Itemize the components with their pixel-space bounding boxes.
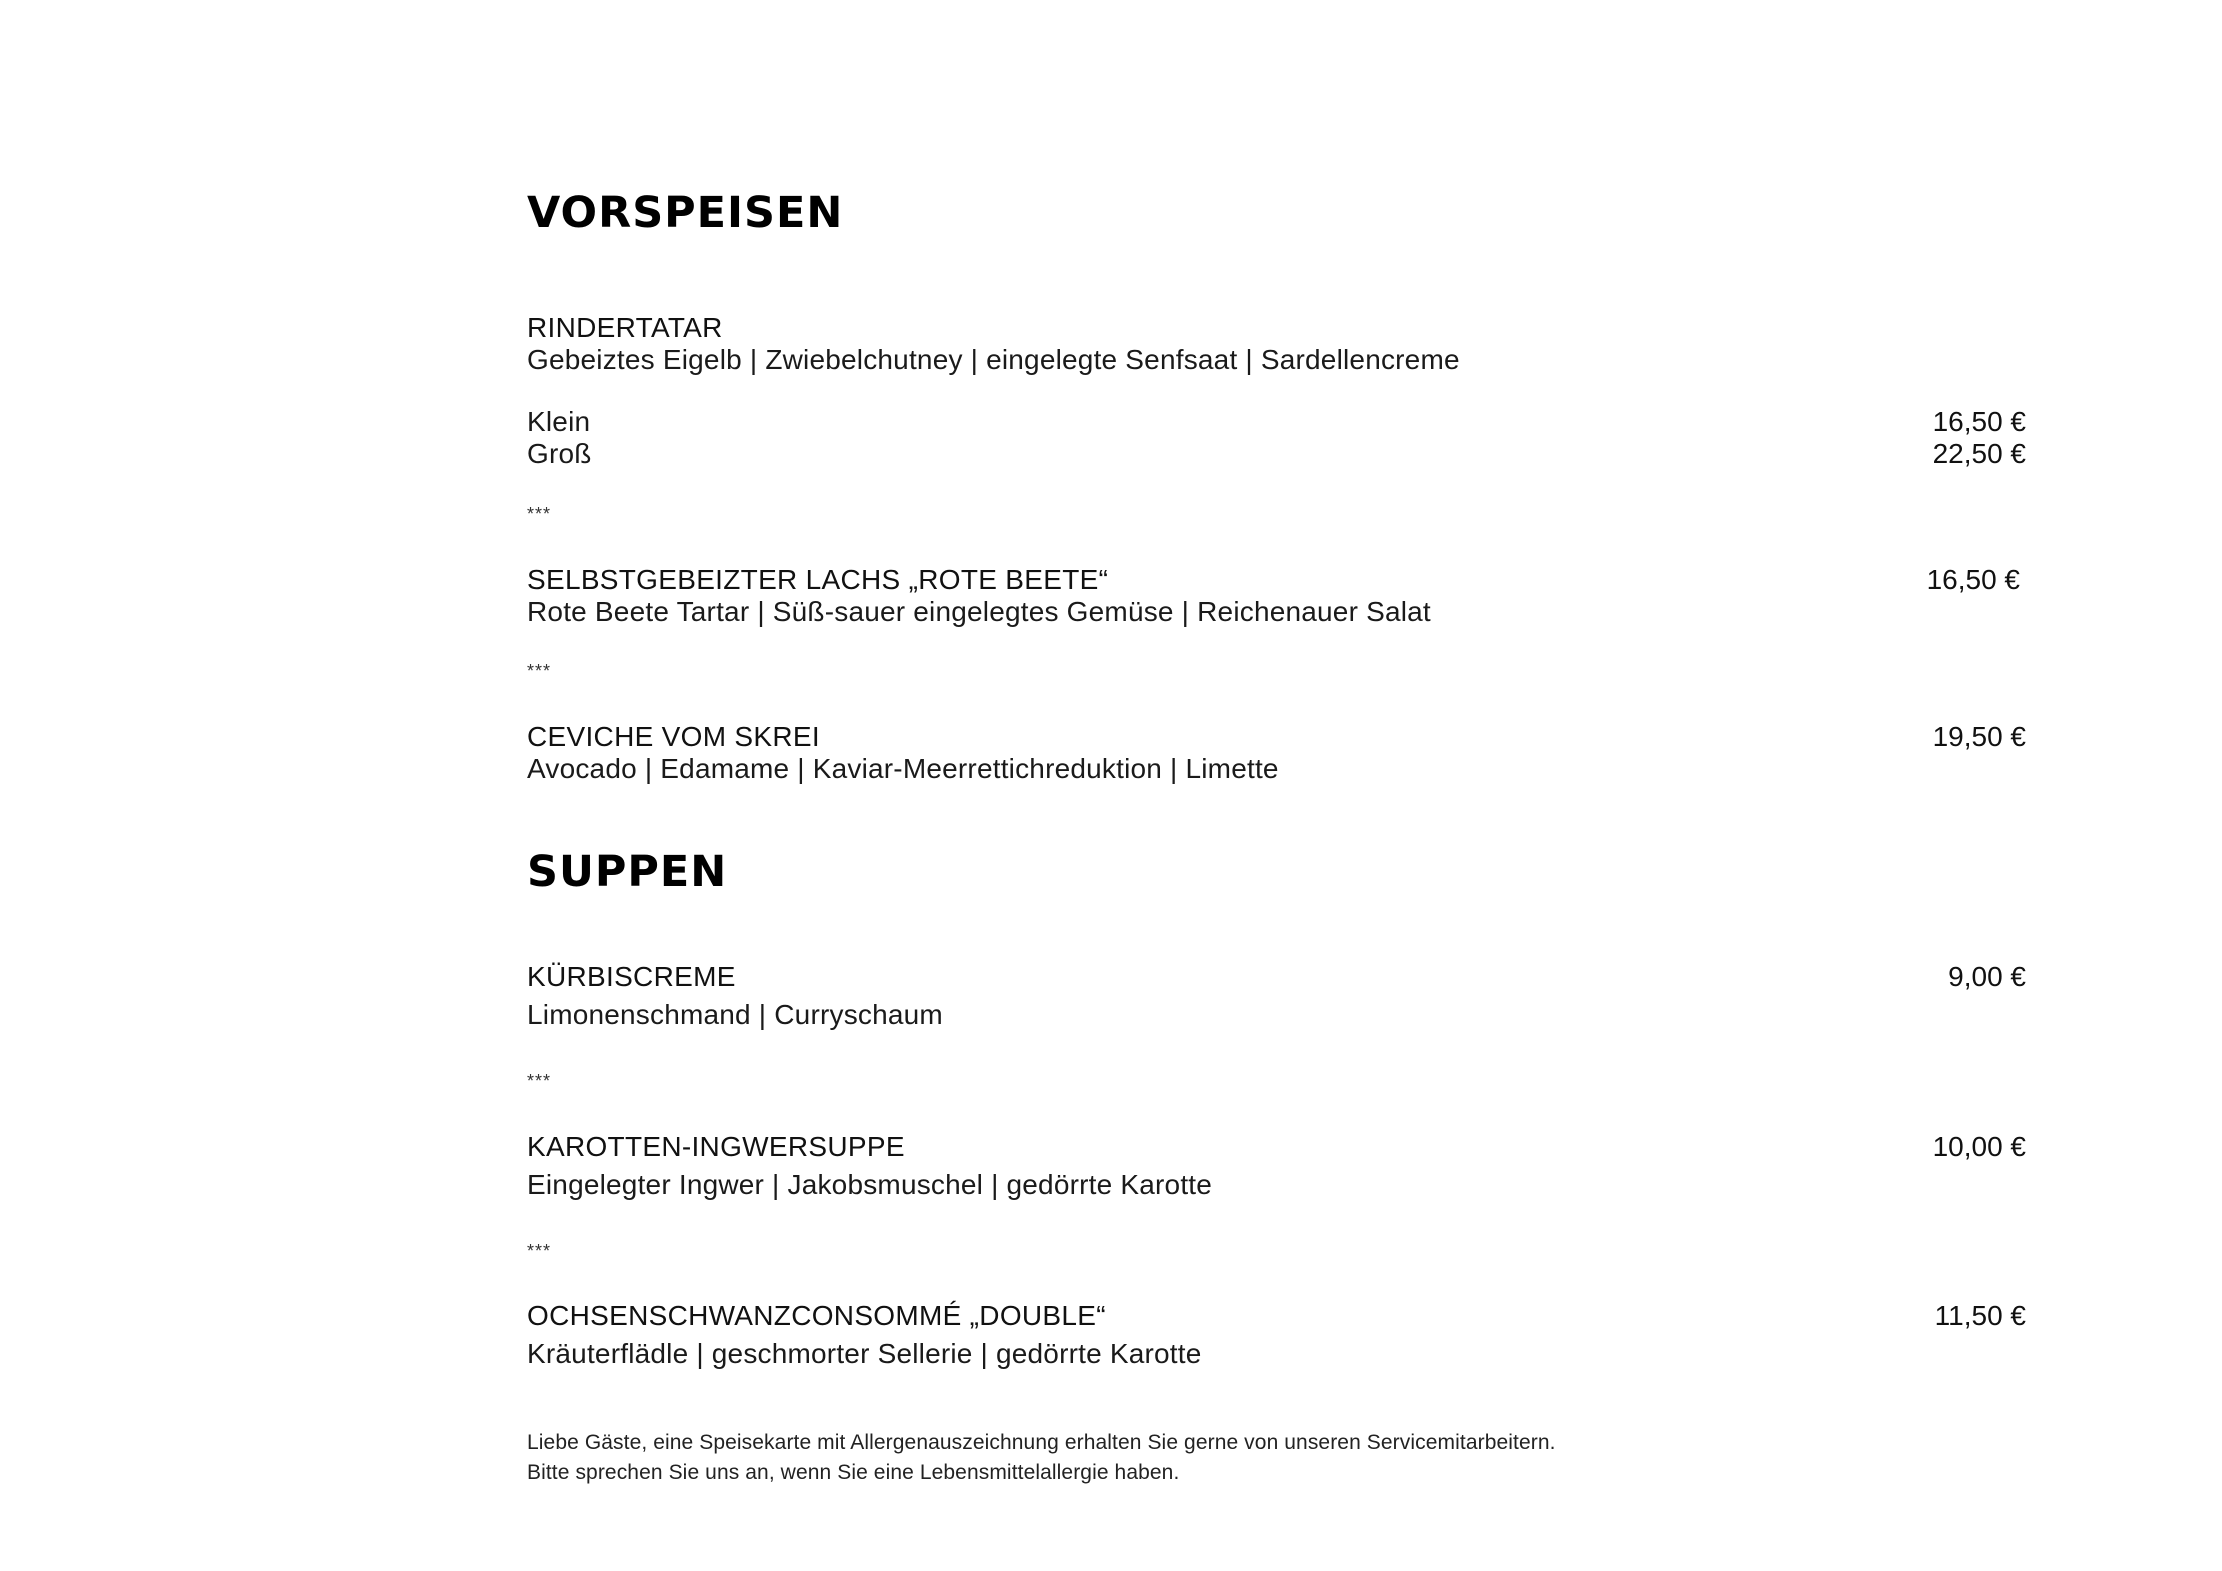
separator: *** [527, 1071, 552, 1091]
section-heading-vorspeisen: VORSPEISEN [527, 188, 844, 238]
separator: *** [527, 504, 552, 524]
item-desc-kuerbiscreme: Limonenschmand | Curryschaum [527, 999, 943, 1030]
item-desc-ochsenschwanzconsomme: Kräuterflädle | geschmorter Sellerie | gedörrte Karotte [527, 1338, 1202, 1369]
separator: *** [527, 1241, 552, 1261]
item-name-rindertatar: RINDERTATAR [527, 312, 723, 343]
variant-label-gross: Groß [527, 438, 592, 469]
item-desc-karotten-ingwersuppe: Eingelegter Ingwer | Jakobsmuschel | gedörrte Karotte [527, 1169, 1213, 1200]
section-heading-suppen: SUPPEN [527, 847, 728, 897]
item-price-ochsenschwanzconsomme: 11,50 € [1934, 1300, 2026, 1331]
allergen-note-line1: Liebe Gäste, eine Speisekarte mit Allergenauszeichnung erhalten Sie gerne von unseren Servicemitarbeitern. [527, 1431, 1556, 1454]
variant-label-klein: Klein [527, 406, 591, 437]
item-price-karotten-ingwersuppe: 10,00 € [1932, 1131, 2026, 1162]
item-desc-ceviche: Avocado | Edamame | Kaviar-Meerrettichreduktion | Limette [527, 753, 1279, 784]
item-price-kuerbiscreme: 9,00 € [1948, 961, 2026, 992]
separator: *** [527, 661, 552, 681]
item-name-lachs: SELBSTGEBEIZTER LACHS „ROTE BEETE“ [527, 564, 1109, 595]
item-name-karotten-ingwersuppe: KAROTTEN-INGWERSUPPE [527, 1131, 905, 1162]
variant-price-klein: 16,50 € [1932, 406, 2026, 437]
item-name-ochsenschwanzconsomme: OCHSENSCHWANZCONSOMMÉ „DOUBLE“ [527, 1300, 1106, 1331]
item-desc-rindertatar: Gebeiztes Eigelb | Zwiebelchutney | eingelegte Senfsaat | Sardellencreme [527, 344, 1460, 375]
item-name-kuerbiscreme: KÜRBISCREME [527, 961, 736, 992]
allergen-note-line2: Bitte sprechen Sie uns an, wenn Sie eine Lebensmittelallergie haben. [527, 1461, 1180, 1484]
item-price-ceviche: 19,50 € [1932, 721, 2026, 752]
item-price-lachs: 16,50 € [1926, 564, 2020, 595]
item-name-ceviche: CEVICHE VOM SKREI [527, 721, 820, 752]
variant-price-gross: 22,50 € [1932, 438, 2026, 469]
item-desc-lachs: Rote Beete Tartar | Süß-sauer eingelegtes Gemüse | Reichenauer Salat [527, 596, 1431, 627]
